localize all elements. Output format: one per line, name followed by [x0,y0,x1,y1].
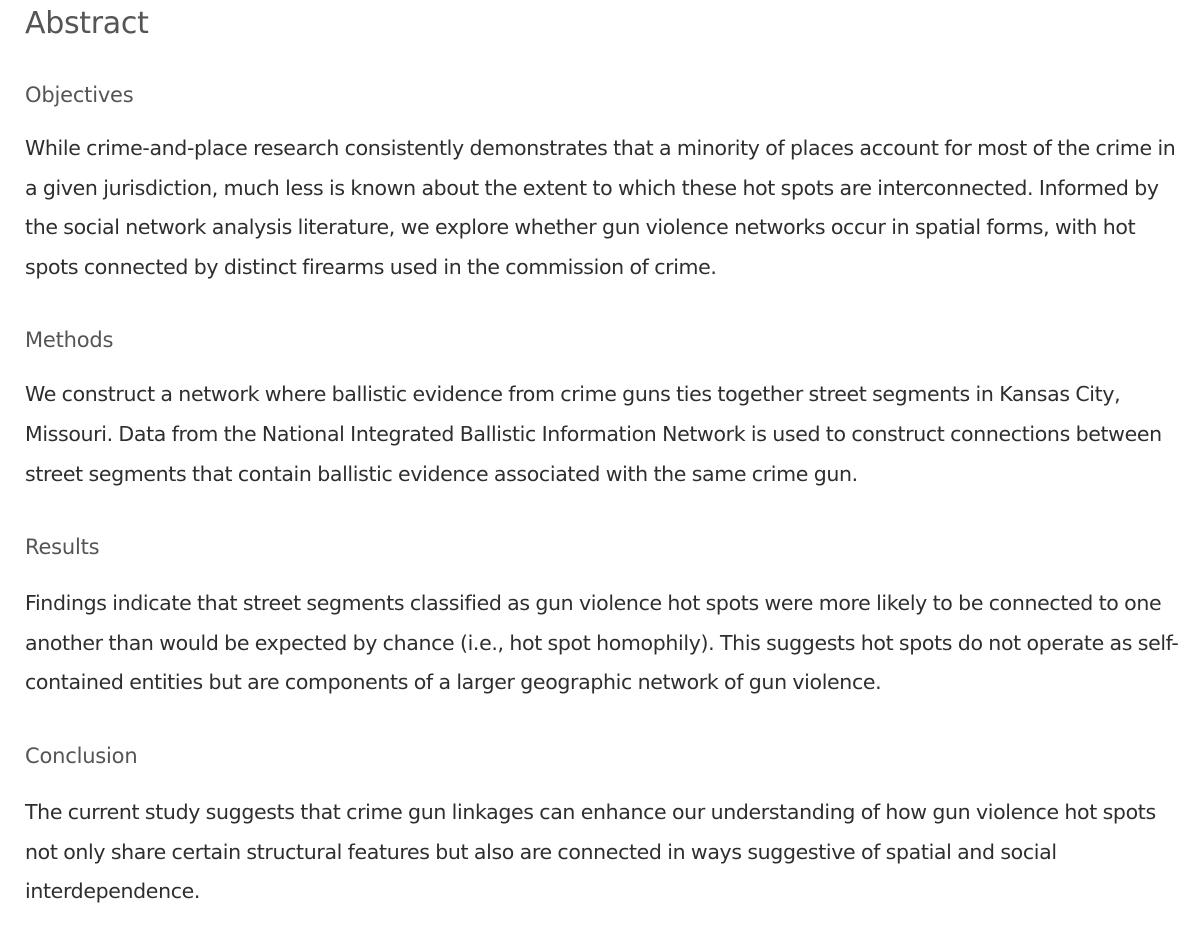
objectives-section [25,82,1185,287]
objectives-text: While crime-and-place research consistently demonstrates that a minority of places account for most of the crime in a given jurisdiction, much less is known about the extent to which these hot spots are interconnected. Informed by the social network analysis literature, we explore whether gun violence networks occur in spatial forms, with hot spots connected by distinct firearms used in the commission of crime. [25,136,1176,279]
objectives-heading: Objectives [25,83,134,107]
conclusion-heading: Conclusion [25,743,138,768]
conclusion-section [25,743,1185,912]
abstract-section [25,0,1185,912]
conclusion-text: The current study suggests that crime gun linkages can enhance our understanding of how gun violence hot spots not only share certain structural features but also are connected in ways suggestive of spatial and social interdependence. [25,799,1156,904]
results-section [25,534,1185,703]
methods-heading: Methods [25,328,114,353]
results-text: Findings indicate that street segments classified as gun violence hot spots were more likely to be connected to one another than would be expected by chance (i.e., hot spot homophily). This suggests hot spots do not operate as self-contained entities but are components of a larger geographic network of gun violence. [25,591,1179,695]
results-heading: Results [25,535,100,560]
methods-section [25,327,1185,494]
methods-text: We construct a network where ballistic evidence from crime guns ties together street segments in Kansas City, Missouri. Data from the National Integrated Ballistic Information Network is used to construct connections between street segments that contain ballistic evidence associated with the same crime gun. [25,382,1162,486]
abstract-title: Abstract [25,6,149,41]
